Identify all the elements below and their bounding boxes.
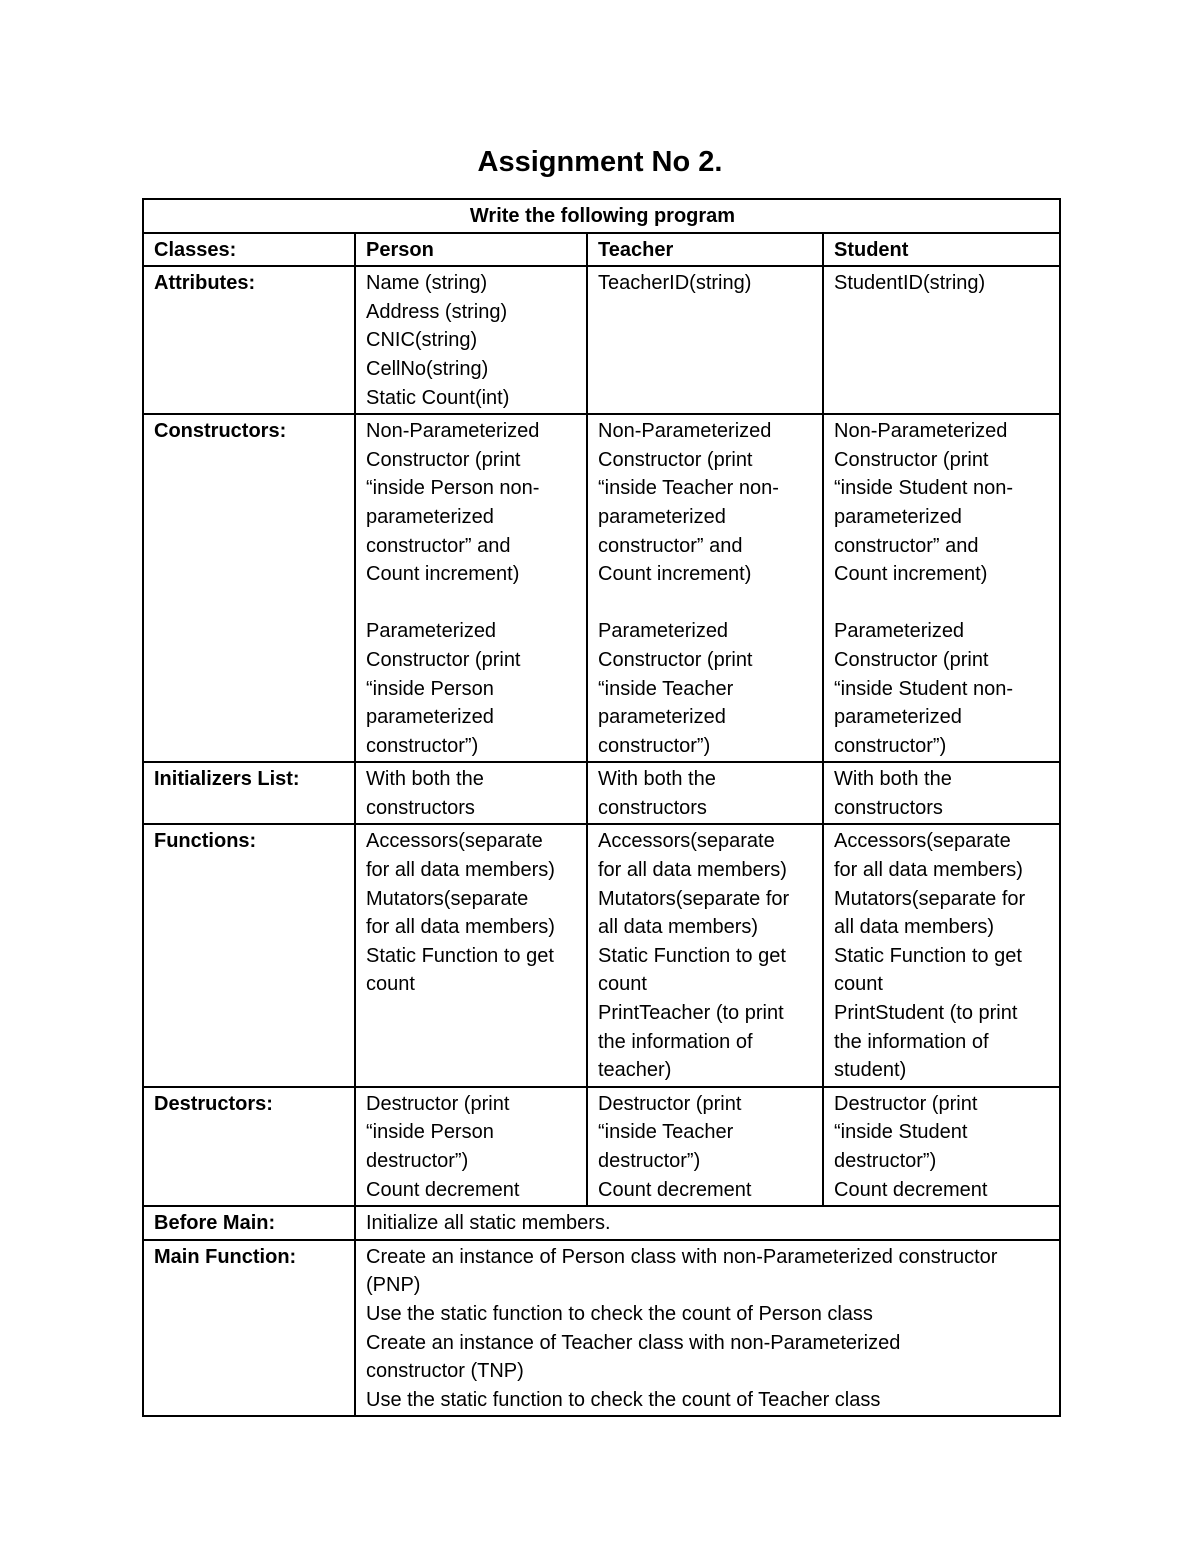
cell-line: for all data members) [598, 859, 787, 882]
assignment-table [142, 198, 1061, 1417]
cell-line: count [366, 973, 415, 996]
cell-line: constructors [834, 796, 943, 819]
cell-line: for all data members) [834, 859, 1023, 882]
line-gap [366, 589, 578, 618]
cell-line: Constructor (print [366, 648, 521, 671]
cell-line: Non-Parameterized [366, 420, 540, 443]
cell-line: Accessors(separate [598, 830, 775, 853]
cell-line: “inside Teacher non- [598, 477, 779, 500]
attributes-student-cell [823, 266, 1060, 414]
cell-line: parameterized [834, 505, 962, 528]
destructors-label: Destructors: [143, 1087, 355, 1206]
initializers-student-cell [823, 762, 1060, 824]
cell-line: destructor”) [834, 1150, 937, 1172]
functions-label: Functions: [143, 824, 355, 1086]
before-main-text: Initialize all static members. [355, 1206, 1060, 1240]
cell-line: Static Function to get [598, 944, 786, 967]
cell-line: for all data members) [366, 916, 555, 939]
class-person: Person [355, 233, 587, 267]
cell-line: Constructor (print [834, 648, 989, 671]
cell-line: “inside Person [366, 677, 494, 700]
cell-line: count [598, 973, 647, 996]
cell-line: Destructor (print [366, 1092, 510, 1115]
initializers-teacher-cell [587, 762, 823, 824]
classes-label: Classes: [143, 233, 355, 267]
initializers-label: Initializers List: [143, 762, 355, 824]
cell-line: constructor (TNP) [366, 1360, 524, 1383]
cell-line: for all data members) [366, 859, 555, 882]
line-gap [834, 589, 1051, 618]
cell-line: Accessors(separate [834, 830, 1011, 853]
attributes-row [143, 266, 1060, 414]
destructors-person-cell [355, 1087, 587, 1206]
constructors-teacher-cell [587, 414, 823, 762]
cell-line: StudentID(string) [834, 272, 986, 295]
cell-line: Count increment) [598, 563, 752, 586]
cell-line: Accessors(separate [366, 830, 543, 853]
cell-line: Parameterized [598, 620, 729, 643]
page-title: Assignment No 2. [477, 146, 723, 178]
cell-line: parameterized [366, 505, 494, 528]
cell-line: “inside Student non- [834, 477, 1014, 500]
initializers-row [143, 762, 1060, 824]
cell-line: Non-Parameterized [834, 420, 1008, 443]
cell-line: CNIC(string) [366, 329, 478, 352]
cell-line: Non-Parameterized [598, 420, 772, 443]
cell-line: destructor”) [598, 1150, 701, 1172]
cell-line: constructors [598, 796, 707, 819]
functions-person-cell [355, 824, 587, 1086]
cell-line: Count increment) [834, 563, 988, 586]
functions-student-cell [823, 824, 1060, 1086]
classes-row [143, 233, 1060, 267]
cell-line: constructor”) [834, 734, 947, 757]
cell-line: constructor”) [598, 734, 711, 757]
destructors-row [143, 1087, 1060, 1206]
attributes-person-cell [355, 266, 587, 414]
cell-line: Address (string) [366, 300, 508, 323]
destructors-teacher-cell [587, 1087, 823, 1206]
constructors-person-cell [355, 414, 587, 762]
cell-line: “inside Student non- [834, 677, 1014, 700]
cell-line: “inside Person non- [366, 477, 540, 500]
cell-line: (PNP) [366, 1274, 421, 1297]
cell-line: all data members) [598, 916, 759, 939]
cell-line: Destructor (print [834, 1092, 978, 1115]
cell-line: Count decrement [834, 1178, 988, 1201]
table-header: Write the following program [143, 199, 1060, 233]
cell-line: constructors [366, 796, 475, 819]
cell-line: “inside Person [366, 1121, 494, 1144]
cell-line: With both the [598, 768, 716, 791]
cell-line: PrintTeacher (to print [598, 1002, 784, 1025]
cell-line: Parameterized [366, 620, 497, 643]
cell-line: Constructor (print [834, 448, 989, 471]
cell-line: constructor” and [598, 534, 743, 557]
cell-line: parameterized [366, 706, 494, 729]
cell-line: all data members) [834, 916, 995, 939]
class-student: Student [823, 233, 1060, 267]
cell-line: Constructor (print [366, 448, 521, 471]
cell-line: constructor” and [366, 534, 511, 557]
cell-line: Count decrement [366, 1178, 520, 1201]
cell-line: parameterized [598, 706, 726, 729]
cell-line: student) [834, 1059, 907, 1082]
cell-line: Count increment) [366, 563, 520, 586]
cell-line: Create an instance of Teacher class with non-Parameterized [366, 1331, 901, 1354]
cell-line: Name (string) [366, 272, 488, 295]
main-function-label: Main Function: [143, 1240, 355, 1417]
cell-line: Create an instance of Person class with non-Parameterized constructor [366, 1245, 998, 1268]
cell-line: teacher) [598, 1059, 672, 1082]
cell-line: Mutators(separate for [598, 887, 790, 910]
constructors-label: Constructors: [143, 414, 355, 762]
constructors-student-cell [823, 414, 1060, 762]
cell-line: the information of [834, 1030, 989, 1053]
cell-line: Static Function to get [834, 944, 1022, 967]
cell-line: Constructor (print [598, 648, 753, 671]
cell-line: With both the [834, 768, 952, 791]
before-main-label: Before Main: [143, 1206, 355, 1240]
cell-line: CellNo(string) [366, 357, 489, 380]
functions-teacher-cell [587, 824, 823, 1086]
initializers-person-cell [355, 762, 587, 824]
cell-line: PrintStudent (to print [834, 1002, 1018, 1025]
cell-line: Count decrement [598, 1178, 752, 1201]
cell-line: “inside Teacher [598, 677, 734, 700]
main-function-row [143, 1240, 1060, 1417]
cell-line: Destructor (print [598, 1092, 742, 1115]
cell-line: destructor”) [366, 1150, 469, 1172]
destructors-student-cell [823, 1087, 1060, 1206]
table-header-row [143, 199, 1060, 233]
cell-line: Static Count(int) [366, 386, 510, 409]
cell-line: With both the [366, 768, 484, 791]
cell-line: parameterized [598, 505, 726, 528]
cell-line: Use the static function to check the count of Teacher class [366, 1388, 881, 1411]
attributes-teacher-cell [587, 266, 823, 414]
line-gap [598, 589, 814, 618]
cell-line: Static Function to get [366, 944, 554, 967]
cell-line: Mutators(separate [366, 887, 529, 910]
cell-line: “inside Student [834, 1121, 968, 1144]
cell-line: Use the static function to check the count of Person class [366, 1302, 873, 1325]
cell-line: count [834, 973, 883, 996]
cell-line: parameterized [834, 706, 962, 729]
cell-line: “inside Teacher [598, 1121, 734, 1144]
cell-line: the information of [598, 1030, 753, 1053]
before-main-row [143, 1206, 1060, 1240]
cell-line: constructor”) [366, 734, 479, 757]
functions-row [143, 824, 1060, 1086]
constructors-row [143, 414, 1060, 762]
cell-line: TeacherID(string) [598, 272, 752, 295]
cell-line: Parameterized [834, 620, 965, 643]
cell-line: Constructor (print [598, 448, 753, 471]
main-function-cell [355, 1240, 1060, 1417]
cell-line: Mutators(separate for [834, 887, 1026, 910]
class-teacher: Teacher [587, 233, 823, 267]
cell-line: constructor” and [834, 534, 979, 557]
attributes-label: Attributes: [143, 266, 355, 414]
